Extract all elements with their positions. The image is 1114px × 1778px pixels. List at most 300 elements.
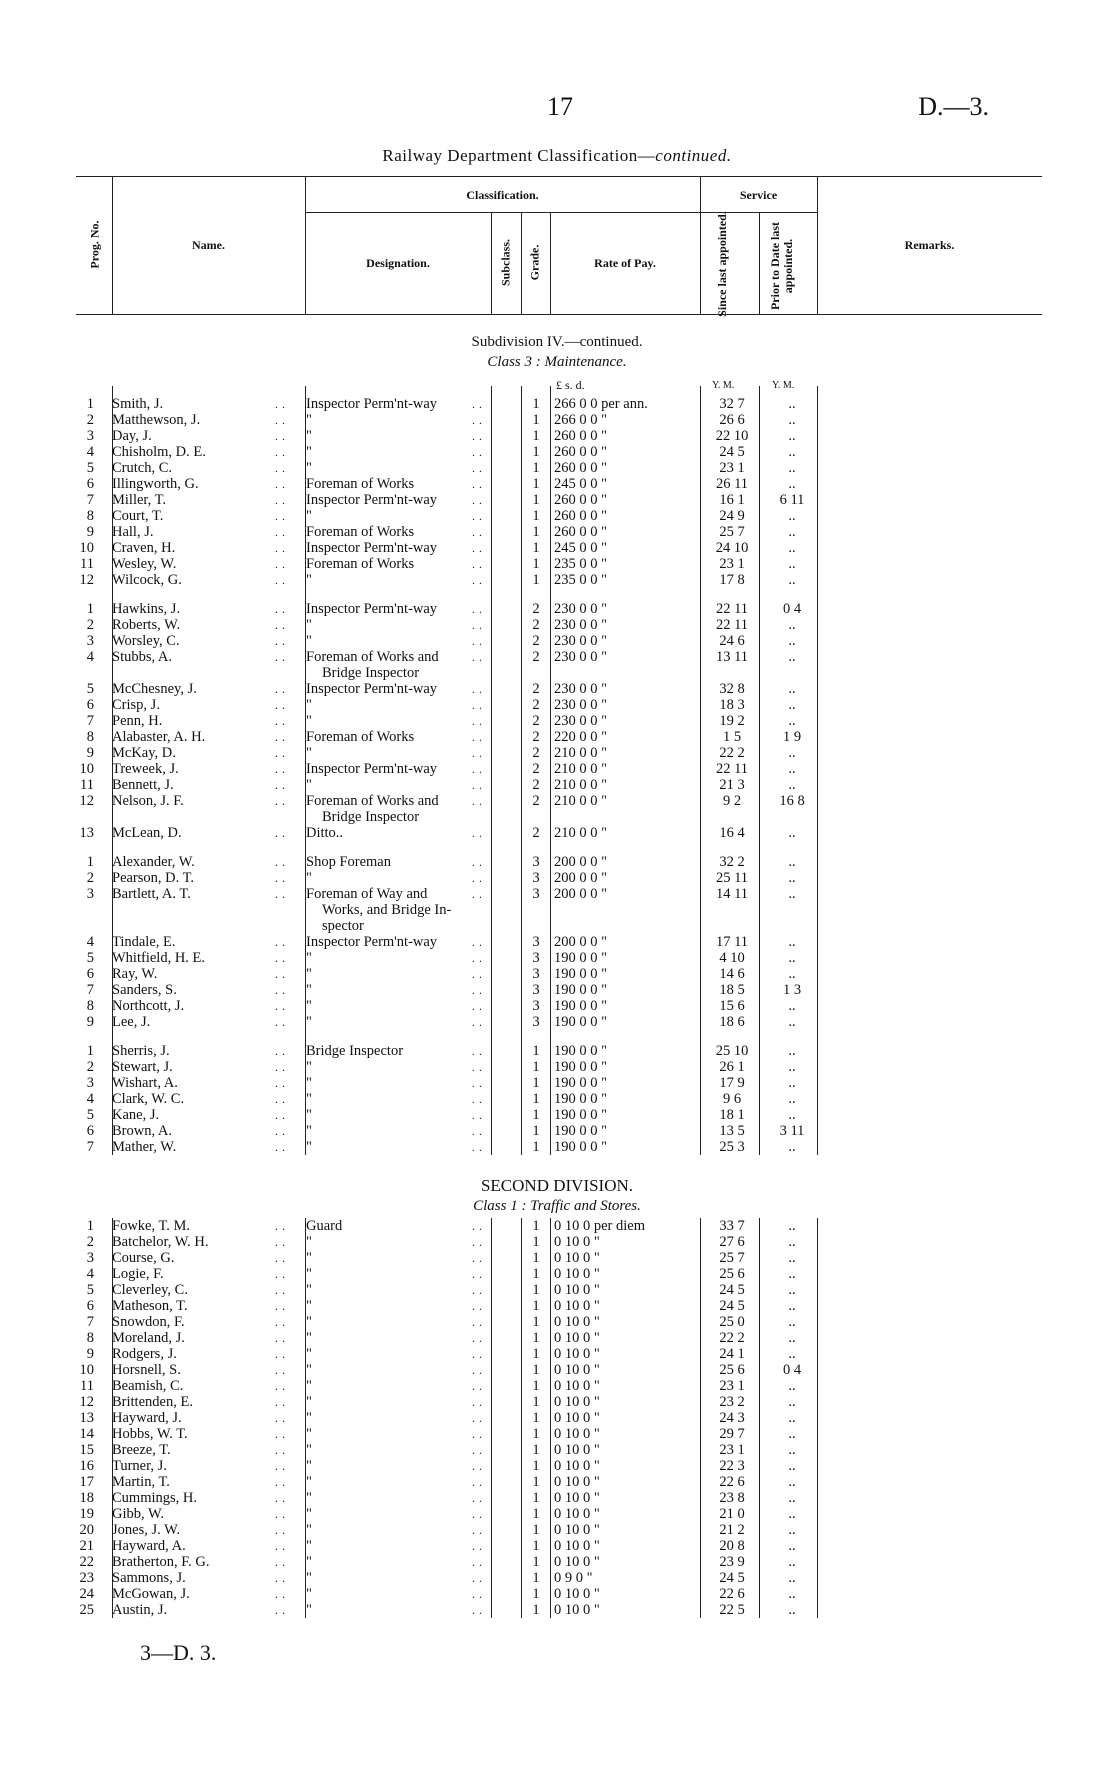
grade: 2 (532, 793, 540, 809)
row-number: 16 (79, 1458, 94, 1474)
lsd-units: £ s. d. (556, 378, 585, 392)
employee-name: Northcott, J. (112, 998, 185, 1014)
grade: 1 (532, 556, 540, 572)
grade: 2 (532, 617, 540, 633)
header-designation: Designation. (366, 256, 430, 270)
service-since: 24 5 (719, 1298, 745, 1314)
service-prior: .. (788, 745, 796, 761)
table-row (0, 1522, 1114, 1538)
grade: 1 (532, 460, 540, 476)
designation: " (306, 1014, 312, 1030)
employee-name: Mather, W. (112, 1139, 177, 1155)
employee-name: Stubbs, A. (112, 649, 173, 665)
table-row (0, 713, 1114, 729)
grade: 1 (532, 1107, 540, 1123)
designation: " (306, 617, 312, 633)
grade: 1 (532, 1059, 540, 1075)
designation: " (306, 1139, 312, 1155)
grade: 1 (532, 1139, 540, 1155)
leader-dots: .. (472, 445, 486, 459)
designation: " (306, 982, 312, 998)
grade: 2 (532, 681, 540, 697)
leader-dots: .. (472, 698, 486, 712)
employee-name: Cleverley, C. (112, 1282, 188, 1298)
designation: " (306, 428, 312, 444)
employee-name: Penn, H. (112, 713, 163, 729)
leader-dots: .. (472, 1459, 486, 1473)
grade: 1 (532, 1538, 540, 1554)
service-prior: 0 4 (782, 601, 802, 617)
grade: 3 (532, 950, 540, 966)
employee-name: Matthewson, J. (112, 412, 201, 428)
table-row (0, 761, 1114, 777)
designation: " (306, 1075, 312, 1091)
leader-dots: .. (472, 525, 486, 539)
rate-of-pay: 0 10 0 " (554, 1378, 600, 1394)
rate-of-pay: 260 0 0 " (554, 492, 608, 508)
rate-of-pay: 230 0 0 " (554, 681, 608, 697)
designation: Inspector Perm'nt-way (306, 934, 438, 950)
service-since: 23 9 (719, 1554, 745, 1570)
row-number: 5 (86, 950, 94, 966)
rate-of-pay: 245 0 0 " (554, 540, 608, 556)
employee-name: Worsley, C. (112, 633, 180, 649)
table-row (0, 524, 1114, 540)
header-name: Name. (192, 238, 225, 252)
employee-name: Miller, T. (112, 492, 167, 508)
employee-name: Sherris, J. (112, 1043, 170, 1059)
grade: 1 (532, 1554, 540, 1570)
grade: 1 (532, 476, 540, 492)
leader-dots: .. (275, 1331, 289, 1345)
table-row (0, 1139, 1114, 1155)
rate-of-pay: 210 0 0 " (554, 777, 608, 793)
rate-of-pay: 230 0 0 " (554, 617, 608, 633)
service-since: 32 8 (719, 681, 745, 697)
row-number: 7 (86, 492, 94, 508)
designation: " (306, 1538, 312, 1554)
leader-dots: .. (275, 429, 289, 443)
row-number: 5 (86, 1282, 94, 1298)
employee-name: Jones, J. W. (112, 1522, 181, 1538)
leader-dots: .. (472, 1411, 486, 1425)
service-prior: .. (788, 1378, 796, 1394)
leader-dots: .. (275, 1044, 289, 1058)
employee-name: Chisholm, D. E. (112, 444, 206, 460)
rate-of-pay: 230 0 0 " (554, 649, 608, 665)
table-row (0, 1378, 1114, 1394)
service-prior: .. (788, 1394, 796, 1410)
service-prior: .. (788, 1218, 796, 1234)
designation: " (306, 572, 312, 588)
designation: Foreman of Works (306, 476, 415, 492)
designation: Shop Foreman (306, 854, 391, 870)
leader-dots: .. (472, 967, 486, 981)
designation: " (306, 1522, 312, 1538)
rate-of-pay: 210 0 0 " (554, 761, 608, 777)
row-number: 4 (86, 1266, 94, 1282)
row-number: 12 (79, 1394, 94, 1410)
rate-of-pay: 190 0 0 " (554, 1107, 608, 1123)
header-rate-of-pay: Rate of Pay. (594, 256, 656, 270)
table-row-continuation (0, 918, 1114, 934)
service-since: 23 2 (719, 1394, 745, 1410)
rate-of-pay: 190 0 0 " (554, 950, 608, 966)
designation: " (306, 966, 312, 982)
employee-name: Bratherton, F. G. (112, 1554, 210, 1570)
leader-dots: .. (472, 1363, 486, 1377)
rate-of-pay: 230 0 0 " (554, 713, 608, 729)
employee-name: McGowan, J. (112, 1586, 190, 1602)
grade: 3 (532, 982, 540, 998)
service-since: 19 2 (719, 713, 745, 729)
leader-dots: .. (275, 1507, 289, 1521)
leader-dots: .. (472, 509, 486, 523)
designation: " (306, 1362, 312, 1378)
leader-dots: .. (472, 855, 486, 869)
leader-dots: .. (472, 1395, 486, 1409)
service-since: 22 11 (715, 601, 749, 617)
designation: " (306, 1330, 312, 1346)
row-number: 25 (79, 1602, 94, 1618)
rate-of-pay: 0 10 0 " (554, 1490, 600, 1506)
row-number: 3 (86, 1250, 94, 1266)
designation: " (306, 1059, 312, 1075)
row-number: 21 (79, 1538, 94, 1554)
leader-dots: .. (472, 1331, 486, 1345)
table-row (0, 1314, 1114, 1330)
service-prior: .. (788, 1298, 796, 1314)
grade: 1 (532, 1043, 540, 1059)
designation: " (306, 1506, 312, 1522)
service-prior: .. (788, 1474, 796, 1490)
designation: Ditto.. (306, 825, 344, 841)
table-row (0, 1362, 1114, 1378)
row-number: 9 (86, 1014, 94, 1030)
designation: " (306, 1442, 312, 1458)
leader-dots: .. (275, 967, 289, 981)
leader-dots: .. (472, 650, 486, 664)
service-prior: .. (788, 1410, 796, 1426)
rate-of-pay: 266 0 0 " (554, 412, 608, 428)
rate-of-pay: 0 10 0 " (554, 1474, 600, 1490)
grade: 1 (532, 1410, 540, 1426)
service-since: 14 6 (719, 966, 745, 982)
table-row (0, 508, 1114, 524)
table-row (0, 556, 1114, 572)
rate-of-pay: 0 10 0 " (554, 1266, 600, 1282)
rate-of-pay: 190 0 0 " (554, 1123, 608, 1139)
header-divider (491, 212, 492, 314)
employee-name: Matheson, T. (112, 1298, 188, 1314)
table-row (0, 1059, 1114, 1075)
service-prior: .. (788, 572, 796, 588)
leader-dots: .. (275, 714, 289, 728)
row-number: 9 (86, 524, 94, 540)
table-row (0, 1346, 1114, 1362)
table-row (0, 1538, 1114, 1554)
designation: Inspector Perm'nt-way (306, 492, 438, 508)
designation: Inspector Perm'nt-way (306, 540, 438, 556)
leader-dots: .. (275, 1379, 289, 1393)
table-row (0, 540, 1114, 556)
service-since: 16 4 (719, 825, 745, 841)
grade: 1 (532, 1218, 540, 1234)
employee-name: Tindale, E. (112, 934, 176, 950)
service-since: 23 1 (719, 1442, 745, 1458)
leader-dots: .. (472, 1092, 486, 1106)
service-prior: .. (788, 966, 796, 982)
grade: 2 (532, 729, 540, 745)
leader-dots: .. (275, 1427, 289, 1441)
table-row (0, 1282, 1114, 1298)
service-prior: .. (788, 476, 796, 492)
leader-dots: .. (275, 1315, 289, 1329)
service-prior: .. (788, 1442, 796, 1458)
table-row (0, 681, 1114, 697)
rate-of-pay: 0 10 0 " (554, 1362, 600, 1378)
leader-dots: .. (275, 1539, 289, 1553)
rate-of-pay: 260 0 0 " (554, 428, 608, 444)
service-since: 23 1 (719, 1378, 745, 1394)
service-since: 17 8 (719, 572, 745, 588)
leader-dots: .. (275, 541, 289, 555)
employee-name: Kane, J. (112, 1107, 160, 1123)
rate-of-pay: 0 10 0 " (554, 1586, 600, 1602)
leader-dots: .. (472, 682, 486, 696)
table-row (0, 777, 1114, 793)
employee-name: Cummings, H. (112, 1490, 197, 1506)
row-number: 7 (86, 1314, 94, 1330)
service-prior: .. (788, 1346, 796, 1362)
header-divider (521, 212, 522, 314)
grade: 1 (532, 1426, 540, 1442)
service-since: 26 1 (719, 1059, 745, 1075)
leader-dots: .. (275, 983, 289, 997)
header-grade: Grade. (527, 244, 542, 281)
service-since: 21 2 (719, 1522, 745, 1538)
leader-dots: .. (472, 1427, 486, 1441)
employee-name: Roberts, W. (112, 617, 181, 633)
grade: 2 (532, 697, 540, 713)
service-since: 1 5 (722, 729, 742, 745)
grade: 1 (532, 1123, 540, 1139)
designation: " (306, 1234, 312, 1250)
leader-dots: .. (472, 1267, 486, 1281)
designation: Inspector Perm'nt-way (306, 681, 438, 697)
leader-dots: .. (275, 1587, 289, 1601)
designation: " (306, 1458, 312, 1474)
table-row (0, 492, 1114, 508)
grade: 1 (532, 492, 540, 508)
service-prior: 16 8 (779, 793, 805, 809)
rate-of-pay: 210 0 0 " (554, 745, 608, 761)
service-since: 18 6 (719, 1014, 745, 1030)
leader-dots: .. (275, 1015, 289, 1029)
row-number: 13 (79, 1410, 94, 1426)
service-since: 14 11 (715, 886, 749, 902)
table-row (0, 1043, 1114, 1059)
leader-dots: .. (472, 1539, 486, 1553)
grade: 2 (532, 649, 540, 665)
table-row (0, 745, 1114, 761)
leader-dots: .. (472, 1060, 486, 1074)
table-row (0, 1442, 1114, 1458)
subdivision-heading: Subdivision IV.—continued. (471, 334, 643, 350)
rate-of-pay: 266 0 0 per ann. (554, 396, 648, 412)
employee-name: Course, G. (112, 1250, 175, 1266)
service-prior: .. (788, 1602, 796, 1618)
table-row (0, 1426, 1114, 1442)
grade: 1 (532, 1442, 540, 1458)
service-since: 21 3 (719, 777, 745, 793)
service-since: 22 11 (715, 761, 749, 777)
grade: 1 (532, 1570, 540, 1586)
page-title (0, 146, 1114, 166)
grade: 1 (532, 444, 540, 460)
designation: " (306, 950, 312, 966)
row-number: 6 (86, 1123, 94, 1139)
table-row (0, 1250, 1114, 1266)
employee-name: Illingworth, G. (112, 476, 199, 492)
rate-of-pay: 260 0 0 " (554, 460, 608, 476)
leader-dots: .. (275, 1523, 289, 1537)
employee-name: Wilcock, G. (112, 572, 182, 588)
table-row (0, 1091, 1114, 1107)
grade: 3 (532, 966, 540, 982)
designation: " (306, 1091, 312, 1107)
table-row (0, 966, 1114, 982)
grade: 1 (532, 524, 540, 540)
table-row (0, 982, 1114, 998)
leader-dots: .. (472, 429, 486, 443)
service-prior: .. (788, 1091, 796, 1107)
leader-dots: .. (275, 1251, 289, 1265)
service-since: 22 10 (715, 428, 749, 444)
rate-of-pay: 235 0 0 " (554, 572, 608, 588)
table-row (0, 825, 1114, 841)
service-since: 24 9 (719, 508, 745, 524)
grade: 3 (532, 998, 540, 1014)
service-prior: .. (788, 444, 796, 460)
table-row (0, 1123, 1114, 1139)
leader-dots: .. (472, 1076, 486, 1090)
designation: " (306, 1346, 312, 1362)
employee-name: Brown, A. (112, 1123, 173, 1139)
row-number: 12 (79, 572, 94, 588)
service-since: 25 6 (719, 1266, 745, 1282)
leader-dots: .. (275, 951, 289, 965)
designation: " (306, 1586, 312, 1602)
designation: Foreman of Works (306, 729, 415, 745)
service-since: 22 6 (719, 1586, 745, 1602)
table-row (0, 870, 1114, 886)
grade: 1 (532, 1298, 540, 1314)
row-number: 4 (86, 444, 94, 460)
leader-dots: .. (472, 871, 486, 885)
row-number: 3 (86, 428, 94, 444)
leader-dots: .. (472, 746, 486, 760)
designation: " (306, 1474, 312, 1490)
leader-dots: .. (472, 1603, 486, 1617)
service-prior: .. (788, 681, 796, 697)
service-since: 25 7 (719, 524, 745, 540)
employee-name: Crutch, C. (112, 460, 173, 476)
employee-name: Clark, W. C. (112, 1091, 185, 1107)
leader-dots: .. (275, 413, 289, 427)
service-prior: .. (788, 1139, 796, 1155)
leader-dots: .. (472, 461, 486, 475)
row-number: 19 (79, 1506, 94, 1522)
designation: " (306, 870, 312, 886)
employee-name: Logie, F. (112, 1266, 164, 1282)
employee-name: McLean, D. (112, 825, 182, 841)
service-prior: .. (788, 950, 796, 966)
leader-dots: .. (472, 1108, 486, 1122)
leader-dots: .. (472, 541, 486, 555)
grade: 3 (532, 870, 540, 886)
row-number: 11 (80, 1378, 94, 1394)
leader-dots: .. (275, 1347, 289, 1361)
employee-name: Court, T. (112, 508, 164, 524)
designation: " (306, 998, 312, 1014)
service-prior: .. (788, 1330, 796, 1346)
row-number: 8 (86, 998, 94, 1014)
service-since: 18 1 (719, 1107, 745, 1123)
employee-name: Bartlett, A. T. (112, 886, 191, 902)
rate-of-pay: 260 0 0 " (554, 508, 608, 524)
row-number: 13 (79, 825, 94, 841)
grade: 3 (532, 934, 540, 950)
grade: 1 (532, 1346, 540, 1362)
leader-dots: .. (472, 1015, 486, 1029)
service-prior: .. (788, 1570, 796, 1586)
grade: 2 (532, 745, 540, 761)
designation: Foreman of Way and (306, 886, 428, 902)
leader-dots: .. (275, 1363, 289, 1377)
grade: 1 (532, 1490, 540, 1506)
header-divider (759, 212, 760, 314)
row-number: 7 (86, 713, 94, 729)
table-row (0, 1602, 1114, 1618)
leader-dots: .. (275, 826, 289, 840)
title-continued: continued. (655, 146, 732, 165)
service-prior: .. (788, 870, 796, 886)
row-number: 8 (86, 729, 94, 745)
row-number: 9 (86, 745, 94, 761)
leader-dots: .. (275, 573, 289, 587)
grade: 1 (532, 396, 540, 412)
table-row (0, 1394, 1114, 1410)
service-prior: .. (788, 1107, 796, 1123)
service-since: 23 1 (719, 460, 745, 476)
table-row (0, 572, 1114, 588)
service-prior: 0 4 (782, 1362, 802, 1378)
grade: 2 (532, 633, 540, 649)
leader-dots: .. (472, 1044, 486, 1058)
service-since: 13 11 (715, 649, 749, 665)
service-since: 32 7 (719, 396, 745, 412)
rate-of-pay: 0 10 0 " (554, 1442, 600, 1458)
service-prior: .. (788, 934, 796, 950)
service-since: 22 5 (719, 1602, 745, 1618)
service-since: 22 3 (719, 1458, 745, 1474)
service-prior: .. (788, 998, 796, 1014)
leader-dots: .. (275, 1124, 289, 1138)
designation: " (306, 1490, 312, 1506)
rate-of-pay: 200 0 0 " (554, 870, 608, 886)
leader-dots: .. (275, 618, 289, 632)
